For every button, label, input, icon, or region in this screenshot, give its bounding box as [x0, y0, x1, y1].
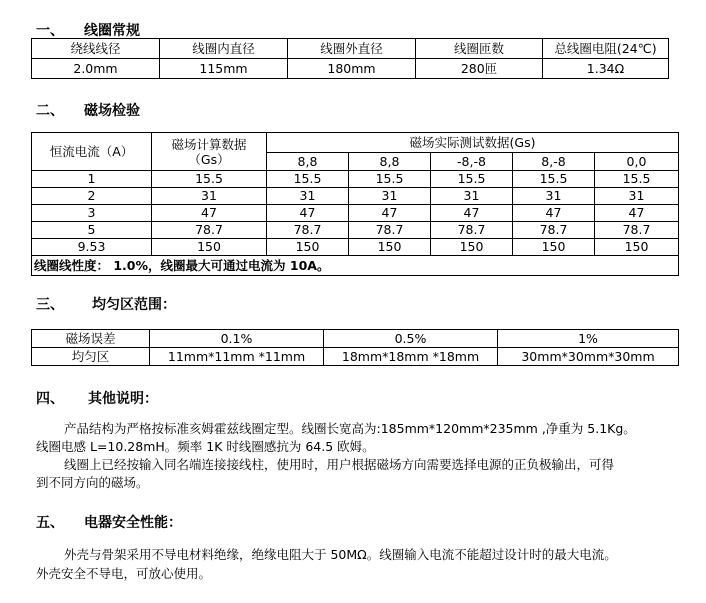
header-calculated — [152, 133, 267, 171]
section-5-number: 五、 — [36, 515, 64, 531]
table-row — [32, 188, 679, 205]
section-4-line-3: 线圈上已经按输入同名端连接接线柱，使用时，用户根据磁场方向需要选择电源的正负极输出，可得 — [64, 457, 615, 472]
value-resistance: 1.34Ω — [543, 59, 669, 79]
uniform-region-table — [31, 329, 679, 366]
table-row — [32, 171, 679, 188]
table-row — [32, 205, 679, 222]
calc-cell: 150 — [152, 239, 267, 256]
section-3-number: 三、 — [36, 297, 64, 313]
measured-cell: 150 — [267, 239, 349, 256]
field-error-value: 1% — [498, 330, 679, 348]
measured-cell: 47 — [431, 205, 513, 222]
measured-cell: 78.7 — [595, 222, 679, 239]
section-3-title: 均匀区范围： — [92, 297, 176, 313]
measured-cell: 150 — [513, 239, 595, 256]
measured-cell: 15.5 — [431, 171, 513, 188]
measured-cell: 31 — [267, 188, 349, 205]
header-outer-diameter: 线圈外直径 — [288, 39, 416, 59]
header-wire-diameter: 绕线线径 — [32, 39, 160, 59]
measured-cell: 150 — [431, 239, 513, 256]
calc-cell: 31 — [152, 188, 267, 205]
section-1-title: 线圈常规 — [84, 23, 140, 39]
coil-spec-table — [31, 38, 669, 79]
section-2-title: 磁场检验 — [84, 103, 140, 119]
field-error-value: 0.5% — [324, 330, 498, 348]
header-resistance: 总线圈电阻(24℃) — [543, 39, 669, 59]
uniform-region-value: 11mm*11mm *11mm — [150, 348, 324, 366]
section-3-heading — [36, 294, 176, 314]
table-row — [32, 222, 679, 239]
value-turns: 280匝 — [416, 59, 543, 79]
header-current: 恒流电流（A） — [32, 133, 152, 171]
section-4-line-4: 到不同方向的磁场。 — [36, 475, 149, 490]
current-cell: 2 — [32, 188, 152, 205]
measured-cell: 31 — [349, 188, 431, 205]
measured-cell: 150 — [595, 239, 679, 256]
measured-cell: 31 — [513, 188, 595, 205]
section-4-title: 其他说明： — [88, 391, 158, 407]
calc-cell: 15.5 — [152, 171, 267, 188]
section-5-line-2: 外壳安全不导电，可放心使用。 — [36, 566, 212, 581]
section-5-heading — [36, 512, 182, 532]
current-cell: 3 — [32, 205, 152, 222]
position-label: 8,-8 — [513, 153, 595, 171]
section-1-heading — [36, 20, 140, 40]
measured-cell: 150 — [349, 239, 431, 256]
value-outer-diameter: 180mm — [288, 59, 416, 79]
header-calculated-line2: （Gs） — [188, 151, 230, 167]
measured-cell: 15.5 — [595, 171, 679, 188]
measured-cell: 47 — [267, 205, 349, 222]
section-2-number: 二、 — [36, 103, 64, 119]
measured-cell: 78.7 — [431, 222, 513, 239]
section-4-line-2: 线圈电感 L=10.28mH。频率 1K 时线圈感抗为 64.5 欧姆。 — [36, 439, 375, 454]
position-label: 8,8 — [349, 153, 431, 171]
calc-cell: 47 — [152, 205, 267, 222]
calc-cell: 78.7 — [152, 222, 267, 239]
position-label: -8,-8 — [431, 153, 513, 171]
current-cell: 1 — [32, 171, 152, 188]
field-error-value: 0.1% — [150, 330, 324, 348]
field-error-label: 磁场误差 — [32, 330, 150, 348]
measured-cell: 15.5 — [513, 171, 595, 188]
section-5-line-1: 外壳与骨架采用不导电材料绝缘，绝缘电阻大于 50MΩ。线圈输入电流不能超过设计时的最大电流。 — [64, 547, 617, 562]
section-4-line-1: 产品结构为严格按标准亥姆霍兹线圈定型。线圈长宽高为:185mm*120mm*235mm ,净重为 5.1Kg。 — [64, 421, 636, 436]
linearity-note: 线圈线性度： 1.0%，线圈最大可通过电流为 10A。 — [32, 256, 679, 276]
current-cell: 5 — [32, 222, 152, 239]
header-turns: 线圈匝数 — [416, 39, 543, 59]
uniform-region-value: 18mm*18mm *18mm — [324, 348, 498, 366]
measured-cell: 31 — [431, 188, 513, 205]
header-calculated-line1: 磁场计算数据 — [171, 136, 247, 152]
position-label: 8,8 — [267, 153, 349, 171]
header-measured: 磁场实际测试数据(Gs) — [267, 133, 679, 153]
table-row — [32, 239, 679, 256]
section-4-number: 四、 — [36, 391, 64, 407]
measured-cell: 47 — [595, 205, 679, 222]
measured-cell: 78.7 — [513, 222, 595, 239]
current-cell: 9.53 — [32, 239, 152, 256]
measured-cell: 78.7 — [349, 222, 431, 239]
measured-cell: 78.7 — [267, 222, 349, 239]
value-inner-diameter: 115mm — [160, 59, 288, 79]
value-wire-diameter: 2.0mm — [32, 59, 160, 79]
measured-cell: 15.5 — [267, 171, 349, 188]
field-test-table — [31, 132, 679, 276]
measured-cell: 15.5 — [349, 171, 431, 188]
section-5-title: 电器安全性能： — [84, 515, 182, 531]
measured-cell: 31 — [595, 188, 679, 205]
uniform-region-label: 均匀区 — [32, 348, 150, 366]
section-2-heading — [36, 100, 140, 120]
section-4-heading — [36, 388, 158, 408]
uniform-region-value: 30mm*30mm*30mm — [498, 348, 679, 366]
header-inner-diameter: 线圈内直径 — [160, 39, 288, 59]
measured-cell: 47 — [349, 205, 431, 222]
measured-cell: 47 — [513, 205, 595, 222]
section-1-number: 一、 — [36, 23, 64, 39]
position-label: 0,0 — [595, 153, 679, 171]
